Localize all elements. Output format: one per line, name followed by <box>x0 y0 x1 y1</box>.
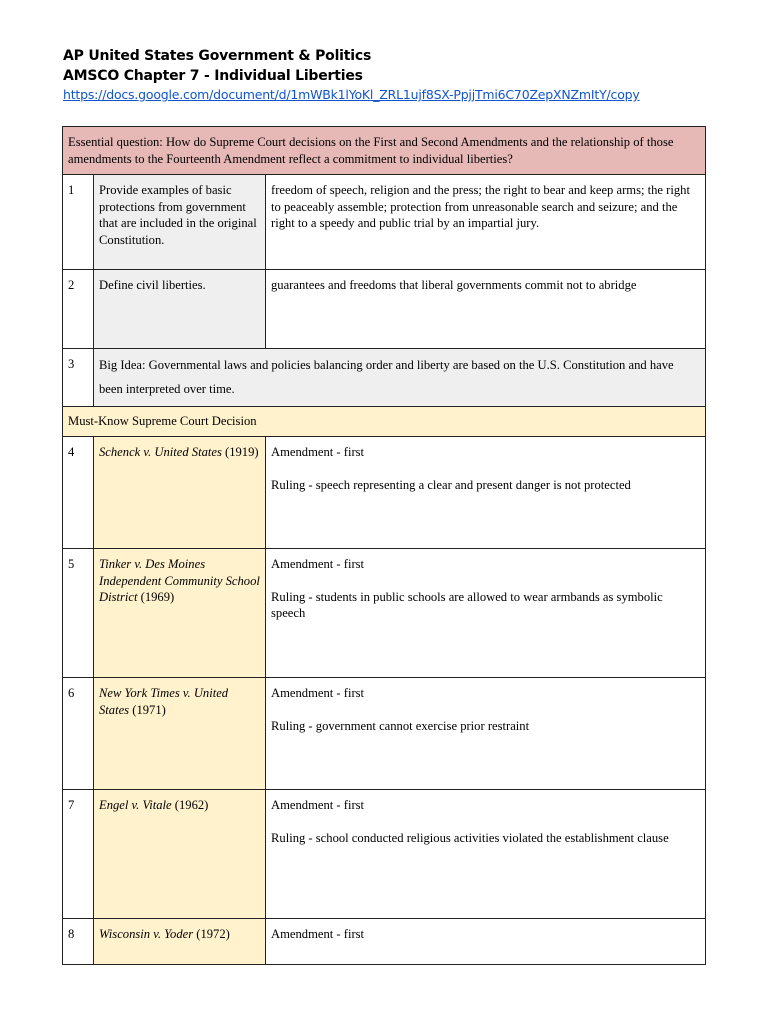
case-cell <box>94 437 266 549</box>
case-amendment: Amendment - first <box>271 686 365 700</box>
case-amendment: Amendment - first <box>271 927 365 941</box>
row-prompt: Define civil liberties. <box>94 270 266 349</box>
case-amendment: Amendment - first <box>271 557 365 571</box>
must-know-label: Must-Know Supreme Court Decision <box>63 407 706 437</box>
case-details[interactable] <box>266 549 706 678</box>
case-amendment: Amendment - first <box>271 445 365 459</box>
table-row <box>63 919 706 965</box>
row-number: 4 <box>63 437 94 549</box>
case-details[interactable] <box>266 790 706 919</box>
case-year: (1969) <box>140 590 175 604</box>
essential-question-row <box>63 127 706 175</box>
course-title: AP United States Government & Politics <box>63 48 372 64</box>
case-name: New York Times v. United States <box>99 686 229 717</box>
table-row <box>63 175 706 270</box>
case-cell <box>94 678 266 790</box>
table-row <box>63 437 706 549</box>
document-header <box>63 46 640 104</box>
row-number: 3 <box>63 349 94 407</box>
row-number: 5 <box>63 549 94 678</box>
row-number: 8 <box>63 919 94 965</box>
row-prompt: Provide examples of basic protections from government that are included in the original Constitution. <box>94 175 266 270</box>
must-know-row <box>63 407 706 437</box>
case-amendment: Amendment - first <box>271 798 365 812</box>
row-number: 7 <box>63 790 94 919</box>
case-name: Engel v. Vitale <box>99 798 172 812</box>
row-number: 2 <box>63 270 94 349</box>
row-answer[interactable]: guarantees and freedoms that liberal governments commit not to abridge <box>266 270 706 349</box>
row-answer[interactable]: freedom of speech, religion and the press; the right to bear and keep arms; the right to peaceably assemble; protection from unreasonable search and seizure; and the right to a speedy and public trial by an impartial jury. <box>266 175 706 270</box>
table-row <box>63 678 706 790</box>
case-name: Schenck v. United States <box>99 445 222 459</box>
case-cell <box>94 790 266 919</box>
case-ruling: Ruling - government cannot exercise prior restraint <box>271 718 530 733</box>
row-number: 6 <box>63 678 94 790</box>
case-cell <box>94 919 266 965</box>
big-idea: Big Idea: Governmental laws and policies balancing order and liberty are based on the U.S. Constitution and have been interpreted over time. <box>94 349 706 407</box>
case-name: Tinker v. Des Moines Independent Community School District <box>99 557 260 604</box>
case-cell <box>94 549 266 678</box>
case-year: (1972) <box>196 927 230 941</box>
case-ruling: Ruling - students in public schools are allowed to wear armbands as symbolic speech <box>271 589 663 620</box>
case-year: (1971) <box>132 702 166 717</box>
document-link[interactable]: https://docs.google.com/document/d/1mWBk1lYoKl_ZRL1ujf8SX-PpjjTmi6C70ZepXNZmItY/copy <box>63 87 640 102</box>
essential-question: Essential question: How do Supreme Court decisions on the First and Second Amendments and the relationship of those amendments to the Fourteenth Amendment reflect a commitment to individual liberties? <box>63 127 706 175</box>
row-number: 1 <box>63 175 94 270</box>
table-row <box>63 549 706 678</box>
case-details[interactable] <box>266 919 706 965</box>
table-row <box>63 270 706 349</box>
case-details[interactable] <box>266 437 706 549</box>
case-year: (1919) <box>225 445 259 459</box>
case-details[interactable] <box>266 678 706 790</box>
table-row <box>63 349 706 407</box>
notes-table <box>62 126 706 965</box>
table-row <box>63 790 706 919</box>
case-ruling: Ruling - speech representing a clear and present danger is not protected <box>271 477 631 492</box>
case-ruling: Ruling - school conducted religious activities violated the establishment clause <box>271 830 669 845</box>
case-name: Wisconsin v. Yoder <box>99 927 194 941</box>
chapter-title: AMSCO Chapter 7 - Individual Liberties <box>63 68 363 84</box>
case-year: (1962) <box>174 798 209 812</box>
